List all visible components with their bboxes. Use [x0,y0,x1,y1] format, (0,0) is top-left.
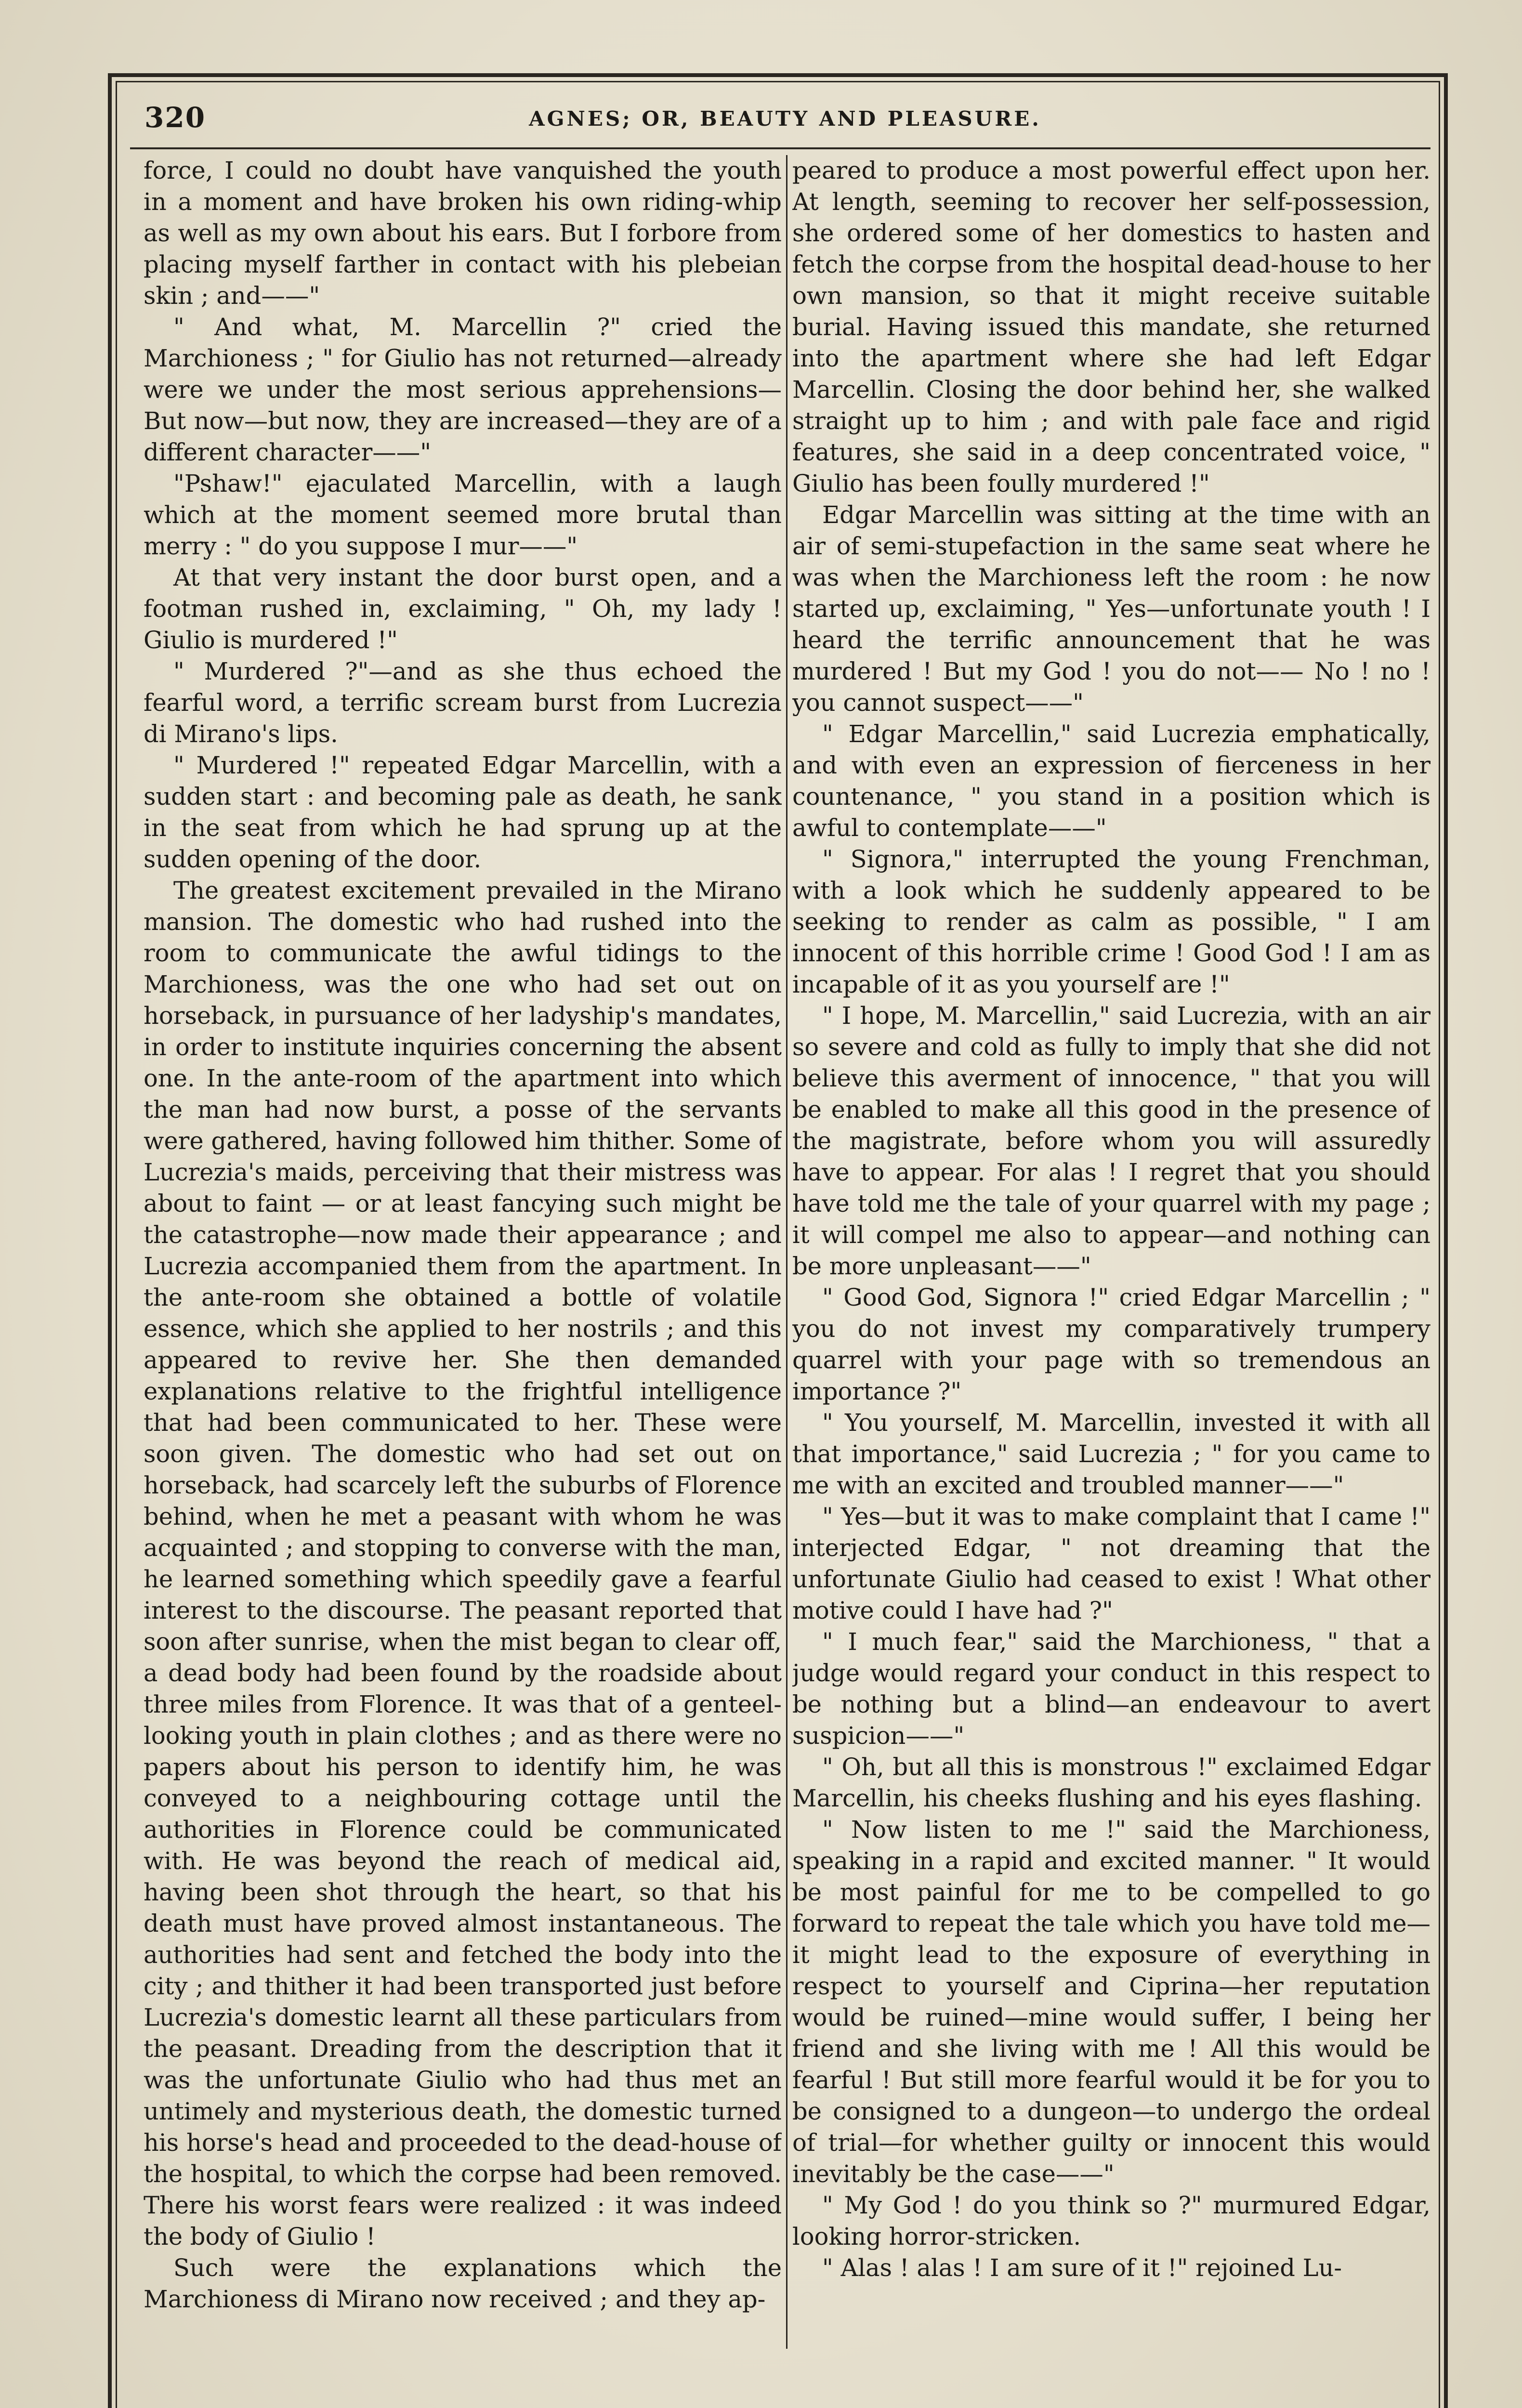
paragraph: " Now listen to me !" said the Marchioness, speaking in a rapid and excited manner. " It would be most painful for me to be compelled to go forward to repeat the tale which you have told me—it might lead to the exposure of everything in respect to yourself and Ciprina—her reputation would be ruined—mine would suffer, I being her friend and she living with me ! All this would be fearful ! But still more fearful would it be for you to be consigned to a dungeon—to undergo the ordeal of trial—for whether guilty or innocent this would inevitably be the case——" [792,1816,1430,2188]
page-number: 320 [144,101,206,134]
paragraph: " I much fear," said the Marchioness, " that a judge would regard your conduct in this respect to be nothing but a blind—an endeavour to avert suspicion——" [792,1628,1430,1750]
paragraph: " Good God, Signora !" cried Edgar Marcellin ; " you do not invest my comparatively trumpery quarrel with your page with so tremendous an importance ?" [792,1283,1430,1405]
paragraph: " My God ! do you think so ?" murmured Edgar, looking horror-stricken. [792,2191,1430,2251]
paragraph: Such were the explanations which the Marchioness di Mirano now received ; and they ap- [144,2254,782,2313]
paragraph: " Oh, but all this is monstrous !" exclaimed Edgar Marcellin, his cheeks flushing and his eyes flashing. [792,1753,1430,1812]
right-column [792,155,1430,2346]
paragraph: peared to produce a most powerful effect upon her. At length, seeming to recover her self-possession, she ordered some of her domestics to hasten and fetch the corpse from the hospital dead-house to her own mansion, so that it might receive suitable burial. Having issued this mandate, she returned into the apartment where she had left Edgar Marcellin. Closing the door behind her, she walked straight up to him ; and with pale face and rigid features, she said in a deep concentrated voice, " Giulio has been foully murdered !" [792,157,1430,497]
paragraph: " Edgar Marcellin," said Lucrezia emphatically, and with even an expression of fierceness in her countenance, " you stand in a position which is awful to contemplate——" [792,720,1430,842]
page-header [144,101,1426,144]
left-column [144,155,782,2346]
paragraph: " Signora," interrupted the young Frenchman, with a look which he suddenly appeared to be seeking to render as calm as possible, " I am innocent of this horrible crime ! Good God ! I am as incapable of it as you yourself are !" [792,845,1430,998]
paragraph: Edgar Marcellin was sitting at the time with an air of semi-stupefaction in the same seat where he was when the Marchioness left the room : he now started up, exclaiming, " Yes—unfortunate youth ! I heard the terrific announcement that he was murdered ! But my God ! you do not—— No ! no ! you cannot suspect——" [792,501,1430,717]
paragraph: " Murdered ?"—and as she thus echoed the fearful word, a terrific scream burst from Lucrezia di Mirano's lips. [144,657,782,748]
paragraph: " Murdered !" repeated Edgar Marcellin, with a sudden start : and becoming pale as death, he sank in the seat from which he had sprung up at the sudden opening of the door. [144,751,782,873]
header-rule [130,147,1430,149]
paragraph: " Yes—but it was to make complaint that I came !" interjected Edgar, " not dreaming that the unfortunate Giulio had ceased to exist ! What other motive could I have had ?" [792,1503,1430,1624]
running-title: AGNES; OR, BEAUTY AND PLEASURE. [529,107,1041,131]
paragraph: " You yourself, M. Marcellin, invested it with all that importance," said Lucrezia ; " for you came to me with an excited and troubled manner——" [792,1409,1430,1499]
paragraph: At that very instant the door burst open, and a footman rushed in, exclaiming, " Oh, my lady ! Giulio is murdered !" [144,563,782,654]
paragraph: "Pshaw!" ejaculated Marcellin, with a laugh which at the moment seemed more brutal than merry : " do you suppose I mur——" [144,470,782,560]
paragraph: " And what, M. Marcellin ?" cried the Marchioness ; " for Giulio has not returned—already were we under the most serious apprehensions—But now—but now, they are increased—they are of a different character——" [144,313,782,466]
paragraph: The greatest excitement prevailed in the Mirano mansion. The domestic who had rushed into the room to communicate the awful tidings to the Marchioness, was the one who had set out on horseback, in pursuance of her ladyship's mandates, in order to institute inquiries concerning the absent one. In the ante-room of the apartment into which the man had now burst, a posse of the servants were gathered, having followed him thither. Some of Lucrezia's maids, perceiving that their mistress was about to faint — or at least fancying such might be the catastrophe—now made their appearance ; and Lucrezia accompanied them from the apartment. In the ante-room she obtained a bottle of volatile essence, which she applied to her nostrils ; and this appeared to revive her. She then demanded explanations relative to the frightful intelligence that had been communicated to her. These were soon given. The domestic who had set out on horseback, had scarcely left the suburbs of Florence behind, when he met a peasant with whom he was acquainted ; and stopping to converse with the man, he learned something which speedily gave a fearful interest to the discourse. The peasant reported that soon after sunrise, when the mist began to clear off, a dead body had been found by the roadside about three miles from Florence. It was that of a genteel-looking youth in plain clothes ; and as there were no papers about his person to identify him, he was conveyed to a neighbouring cottage until the authorities in Florence could be communicated with. He was beyond the reach of medical aid, having been shot through the heart, so that his death must have proved almost instantaneous. The authorities had sent and fetched the body into the city ; and thither it had been transported just before Lucrezia's domestic learnt all these particulars from the peasant. Dreading from the description that it was the unfortunate Giulio who had thus met an untimely and mysterious death, the domestic turned his horse's head and proceeded to the dead-house of the hospital, to which the corpse had been removed. There his worst fears were realized : it was indeed the body of Giulio ! [144,877,782,2251]
column-divider [786,155,787,2349]
paragraph: " I hope, M. Marcellin," said Lucrezia, with an air so severe and cold as fully to imply that she did not believe this averment of innocence, " that you will be enabled to make all this good in the presence of the magistrate, before whom you will assuredly have to appear. For alas ! I regret that you should have told me the tale of your quarrel with my page ; it will compel me also to appear—and nothing can be more unpleasant——" [792,1002,1430,1280]
paragraph: " Alas ! alas ! I am sure of it !" rejoined Lu- [822,2254,1342,2282]
paragraph: force, I could no doubt have vanquished the youth in a moment and have broken his own riding-whip as well as my own about his ears. But I forbore from placing myself farther in contact with his plebeian skin ; and——" [144,157,782,310]
